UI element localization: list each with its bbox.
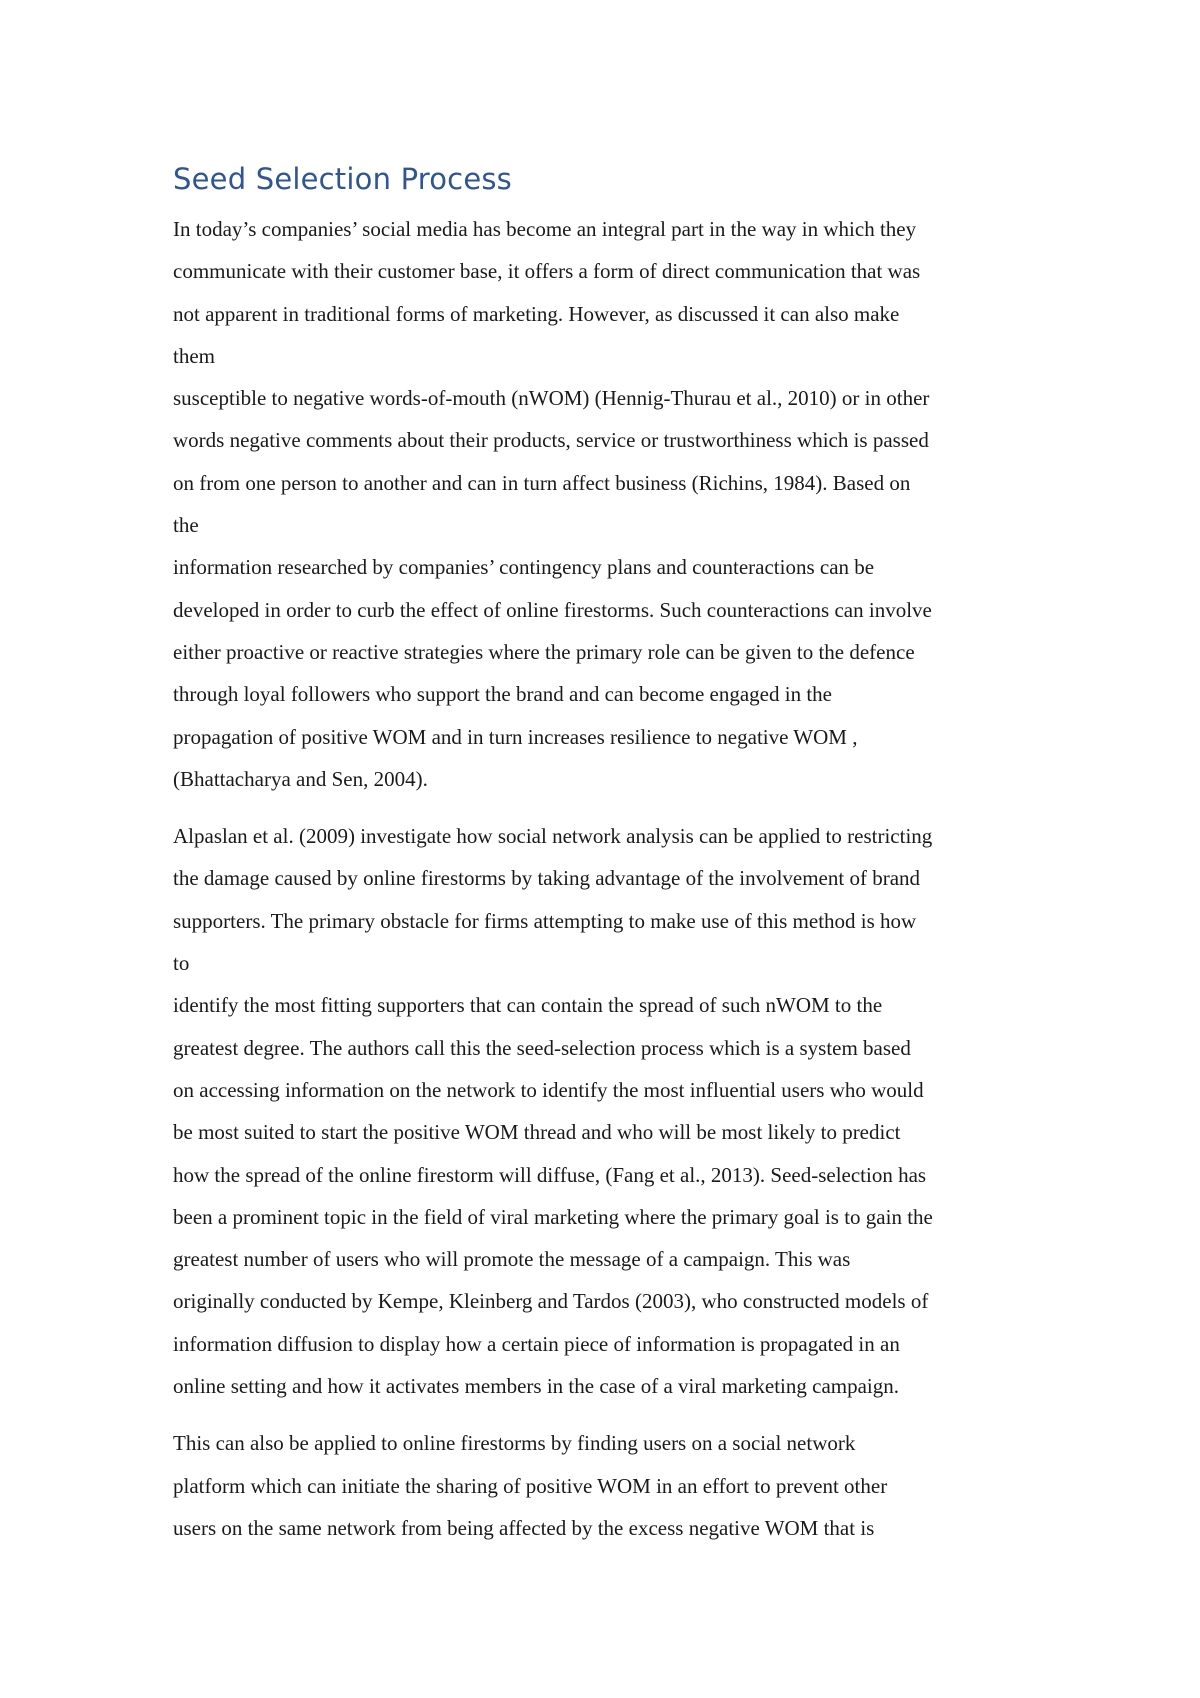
- paragraph-line: be most suited to start the positive WOM thread and who will be most likely to predict: [173, 1120, 901, 1145]
- paragraph-line: identify the most fitting supporters that can contain the spread of such nWOM to the: [173, 993, 883, 1018]
- body-paragraph-3: [173, 1422, 1043, 1549]
- paragraph-line: the: [173, 513, 199, 538]
- paragraph-line: the damage caused by online firestorms by taking advantage of the involvement of brand: [173, 866, 921, 891]
- paragraph-gap: [173, 1407, 1043, 1422]
- paragraph-line: greatest number of users who will promote the message of a campaign. This was: [173, 1247, 851, 1272]
- paragraph-line: susceptible to negative words-of-mouth (nWOM) (Hennig-Thurau et al., 2010) or in other: [173, 386, 930, 411]
- paragraph-line: been a prominent topic in the field of viral marketing where the primary goal is to gain the: [173, 1204, 933, 1229]
- body-paragraph-1: [173, 208, 1043, 800]
- paragraph-line: communicate with their customer base, it offers a form of direct communication that was: [173, 259, 921, 284]
- paragraph-line: platform which can initiate the sharing of positive WOM in an effort to prevent other: [173, 1473, 888, 1498]
- paragraph-line: greatest degree. The authors call this the seed-selection process which is a system based: [173, 1035, 911, 1060]
- paragraph-line: online setting and how it activates members in the case of a viral marketing campaign.: [173, 1374, 900, 1399]
- paragraph-line: users on the same network from being affected by the excess negative WOM that is: [173, 1515, 875, 1540]
- paragraph-gap: [173, 800, 1043, 815]
- paragraph-line: either proactive or reactive strategies where the primary role can be given to the defence: [173, 639, 915, 664]
- paragraph-line: how the spread of the online firestorm will diffuse, (Fang et al., 2013). Seed-selection has: [173, 1162, 927, 1187]
- paragraph-line: This can also be applied to online firestorms by finding users on a social network: [173, 1431, 856, 1456]
- body-paragraph-2: [173, 815, 1043, 1407]
- paragraph-line: information diffusion to display how a certain piece of information is propagated in an: [173, 1331, 900, 1356]
- paragraph-line: Alpaslan et al. (2009) investigate how social network analysis can be applied to restricting: [173, 824, 933, 849]
- paragraph-line: developed in order to curb the effect of online firestorms. Such counteractions can involve: [173, 597, 932, 622]
- paragraph-line: not apparent in traditional forms of marketing. However, as discussed it can also make: [173, 301, 900, 326]
- paragraph-line: information researched by companies’ contingency plans and counteractions can be: [173, 555, 875, 580]
- paragraph-line: propagation of positive WOM and in turn increases resilience to negative WOM ,: [173, 724, 858, 749]
- paragraph-line: (Bhattacharya and Sen, 2004).: [173, 766, 428, 791]
- paragraph-line: originally conducted by Kempe, Kleinberg and Tardos (2003), who constructed models of: [173, 1289, 929, 1314]
- paragraph-container: [173, 208, 1043, 1549]
- section-heading: Seed Selection Process: [173, 162, 512, 196]
- paragraph-line: on from one person to another and can in turn affect business (Richins, 1984). Based on: [173, 470, 911, 495]
- document-content: [173, 160, 1043, 1549]
- paragraph-line: In today’s companies’ social media has become an integral part in the way in which they: [173, 217, 917, 241]
- paragraph-line: through loyal followers who support the brand and can become engaged in the: [173, 682, 832, 707]
- paragraph-line: them: [173, 343, 215, 368]
- paragraph-line: on accessing information on the network to identify the most influential users who would: [173, 1077, 924, 1102]
- paragraph-line: supporters. The primary obstacle for firms attempting to make use of this method is how: [173, 908, 917, 933]
- paragraph-line: to: [173, 951, 190, 976]
- paragraph-line: words negative comments about their products, service or trustworthiness which is passed: [173, 428, 929, 453]
